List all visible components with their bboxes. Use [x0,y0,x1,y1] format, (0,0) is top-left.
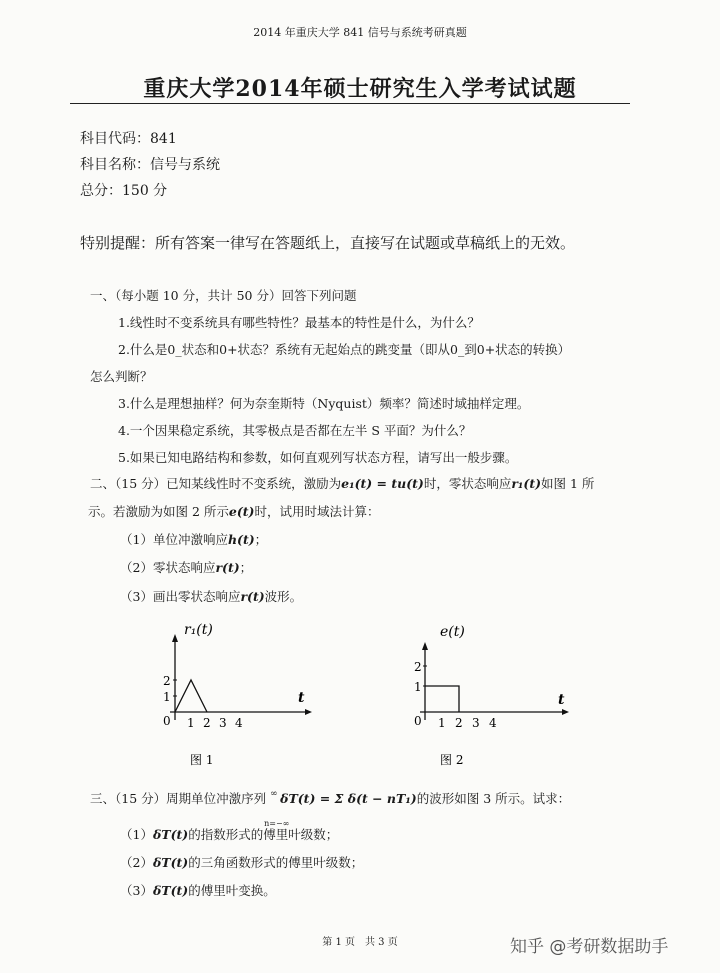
fig1-triangle-pulse [175,680,207,712]
fig2-xlabel: t [558,692,565,708]
s3-sub2-math: δT(t) [152,855,189,870]
fig2-caption: 图 2 [440,753,464,767]
s3-sum-top: ∞ [270,789,278,799]
fig1-origin-label: 0 [163,714,171,728]
fig2-ylabel: e(t) [440,624,465,640]
section2-line1 [90,474,594,492]
title-divider [70,103,630,104]
section3-line [90,789,571,828]
s2-sub1-b: ； [254,532,268,547]
question-1-5: 5.如果已知电路结构和参数，如何直观列写状态方程，请写出一般步骤。 [118,450,518,465]
s3-sub2-n: （2） [120,855,153,870]
section3-sub3 [120,881,276,899]
s3-sub1-n: （1） [120,827,153,842]
question-1-1: 1.线性时不变系统具有哪些特性？最基本的特性是什么，为什么？ [118,315,480,330]
question-1-2: 2.什么是0_状态和0+状态？系统有无起始点的跳变量（即从0_到0+状态的转换） [118,342,571,357]
s3-sub3-n: （3） [120,883,153,898]
s2-text-a: 二、（15 分）已知某线性时不变系统，激励为 [90,476,342,491]
s2-sub1-a: （1）单位冲激响应 [120,532,228,547]
fig2-rect-pulse [425,686,459,712]
s3-sub1-text: 的指数形式的傅里叶级数； [188,827,339,842]
s2-line2-a: 示。若激励为如图 2 所示 [88,504,229,519]
fig2-xtick-2: 2 [455,716,463,730]
fig1-xtick-1: 1 [187,716,195,730]
fig2-xtick-1: 1 [438,716,446,730]
s3-sub3-math: δT(t) [152,883,189,898]
fig2-origin-label: 0 [414,714,422,728]
section3-sub1 [120,825,338,843]
s2-line2-math: e(t) [228,504,255,519]
fig1-y-arrow [172,634,178,642]
s2-excitation-math: e₁(t) = tu(t) [341,476,424,491]
s3-text-a: 三、（15 分）周期单位冲激序列 [90,791,267,806]
s3-sub2-text: 的三角函数形式的傅里叶级数； [188,855,364,870]
s2-response-math: r₁(t) [511,476,542,491]
fig2-y-arrow [422,642,428,650]
fig1-xlabel: t [298,690,305,706]
section2-sub1 [120,530,267,548]
fig1-xtick-3: 3 [219,716,227,730]
special-notice: 特别提醒：所有答案一律写在答题纸上，直接写在试题或草稿纸上的无效。 [80,234,576,252]
fig1-x-arrow [305,709,312,715]
figure-1 [140,612,320,772]
s2-line2-b: 时，试用时域法计算： [254,504,380,519]
s2-text-b: 时，零状态响应 [423,476,512,491]
section2-sub2 [120,558,252,576]
section1-heading: 一、（每小题 10 分，共计 50 分）回答下列问题 [90,288,357,303]
s3-impulse-train-math: δT(t) = Σ δ(t − nT₁) [280,791,417,806]
question-1-3: 3.什么是理想抽样？何为奈奎斯特（Nyquist）频率？简述时域抽样定理。 [118,396,530,411]
s2-sub3-a: （3）画出零状态响应 [120,589,241,604]
s3-text-b: 的波形如图 3 所示。试求： [416,791,571,806]
fig1-xtick-2: 2 [203,716,211,730]
question-1-2-cont: 怎么判断？ [90,369,153,384]
page-header: 2014 年重庆大学 841 信号与系统考研真题 [253,26,467,39]
fig2-xtick-4: 4 [489,716,497,730]
subject-name: 科目名称：信号与系统 [80,157,220,173]
fig1-xtick-4: 4 [235,716,243,730]
exam-title: 重庆大学2014年硕士研究生入学考试试题 [143,76,577,102]
s3-sub1-math: δT(t) [152,827,189,842]
total-score: 总分：150 分 [80,183,168,199]
section2-line2 [88,502,379,520]
fig2-ytick-label-1: 1 [414,680,422,694]
fig2-ytick-label-2: 2 [414,660,422,674]
s3-sub3-text: 的傅里叶变换。 [188,883,276,898]
fig1-ylabel: r₁(t) [184,622,213,638]
s2-text-c: 如图 1 所 [541,476,595,491]
fig1-caption: 图 1 [190,753,214,767]
fig1-ytick-label-2: 2 [163,674,171,688]
s2-sub2-b: ； [239,560,253,575]
figure-2 [392,612,582,772]
s2-sub2-a: （2）零状态响应 [120,560,216,575]
question-1-4: 4.一个因果稳定系统，其零极点是否都在左半 S 平面？为什么？ [118,423,472,438]
section3-sub2 [120,853,363,871]
zhihu-watermark: 知乎 @考研数据助手 [510,937,669,957]
fig1-ytick-label-1: 1 [163,690,171,704]
section2-sub3 [120,587,302,605]
s3-sum-bottom: n=−∞ [264,819,290,828]
s2-sub3-b: 波形。 [264,589,303,604]
s2-sub2-math: r(t) [215,560,240,575]
fig2-x-arrow [562,709,569,715]
subject-code: 科目代码：841 [80,131,177,147]
s2-sub1-math: h(t) [227,532,255,547]
s2-sub3-math: r(t) [240,589,265,604]
fig2-xtick-3: 3 [472,716,480,730]
page-footer: 第 1 页 共 3 页 [322,937,398,948]
